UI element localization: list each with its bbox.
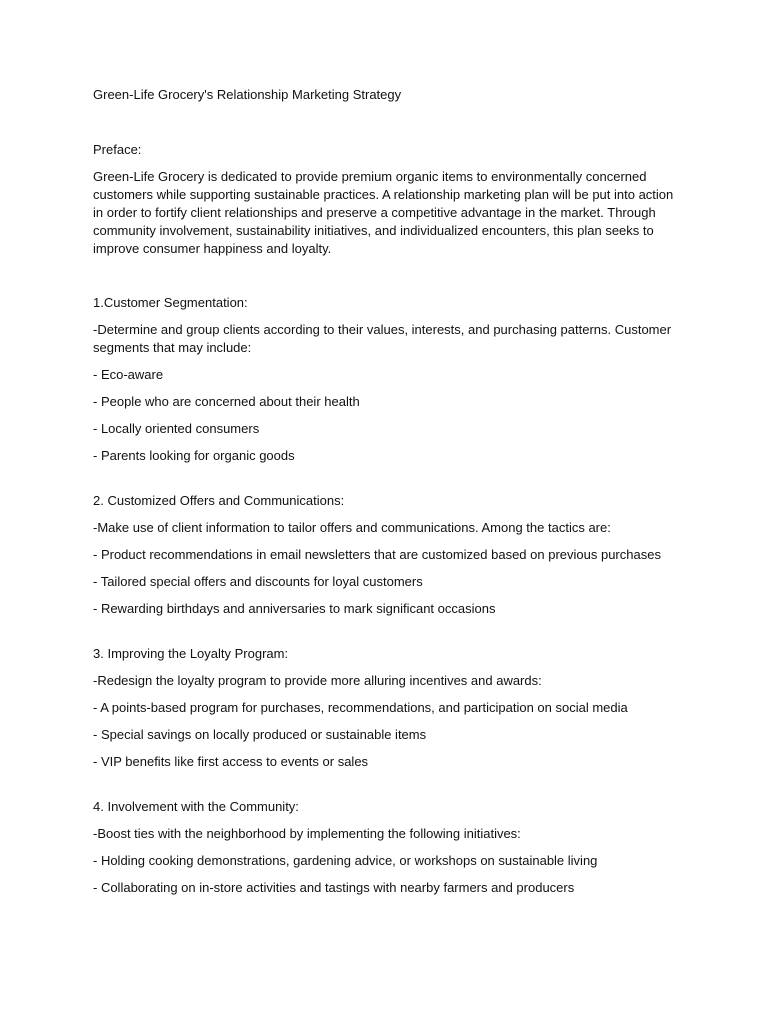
list-item: - Special savings on locally produced or sustainable items bbox=[93, 727, 427, 742]
section-heading: 2. Customized Offers and Communications: bbox=[93, 493, 345, 508]
section-heading: 4. Involvement with the Community: bbox=[93, 799, 299, 814]
section-loyalty-program bbox=[93, 645, 683, 771]
document-body bbox=[93, 86, 683, 924]
section-intro: -Boost ties with the neighborhood by implementing the following initiatives: bbox=[93, 826, 521, 841]
section-community-involvement bbox=[93, 798, 683, 897]
preface-paragraph: Green-Life Grocery is dedicated to provide premium organic items to environmentally concerned customers while supporting sustainable practices. A relationship marketing plan will be put into action in order to fortify client relationships and preserve a competitive advantage in the market. Through community involvement, sustainability initiatives, and individualized encounters, this plan seeks to improve consumer happiness and loyalty. bbox=[93, 169, 674, 256]
list-item: - Rewarding birthdays and anniversaries to mark significant occasions bbox=[93, 601, 496, 616]
list-item: - Locally oriented consumers bbox=[93, 421, 260, 436]
list-item: - VIP benefits like first access to events or sales bbox=[93, 754, 369, 769]
preface-label: Preface: bbox=[93, 142, 142, 157]
section-intro: -Redesign the loyalty program to provide more alluring incentives and awards: bbox=[93, 673, 542, 688]
list-item: - Holding cooking demonstrations, gardening advice, or workshops on sustainable living bbox=[93, 853, 598, 868]
document-title: Green-Life Grocery's Relationship Marketing Strategy bbox=[93, 87, 402, 102]
section-customized-offers bbox=[93, 492, 683, 618]
section-heading: 1.Customer Segmentation: bbox=[93, 295, 248, 310]
section-customer-segmentation bbox=[93, 294, 683, 465]
list-item: - Product recommendations in email newsletters that are customized based on previous purchases bbox=[93, 547, 661, 562]
list-item: - Eco-aware bbox=[93, 367, 164, 382]
list-item: - Collaborating on in-store activities and tastings with nearby farmers and producers bbox=[93, 880, 575, 895]
section-heading: 3. Improving the Loyalty Program: bbox=[93, 646, 289, 661]
section-intro: -Make use of client information to tailor offers and communications. Among the tactics are: bbox=[93, 520, 611, 535]
list-item: - People who are concerned about their health bbox=[93, 394, 360, 409]
list-item: - A points-based program for purchases, recommendations, and participation on social media bbox=[93, 700, 628, 715]
list-item: - Parents looking for organic goods bbox=[93, 448, 295, 463]
section-intro: -Determine and group clients according to their values, interests, and purchasing patterns. Customer segments that may include: bbox=[93, 322, 672, 355]
list-item: - Tailored special offers and discounts for loyal customers bbox=[93, 574, 423, 589]
